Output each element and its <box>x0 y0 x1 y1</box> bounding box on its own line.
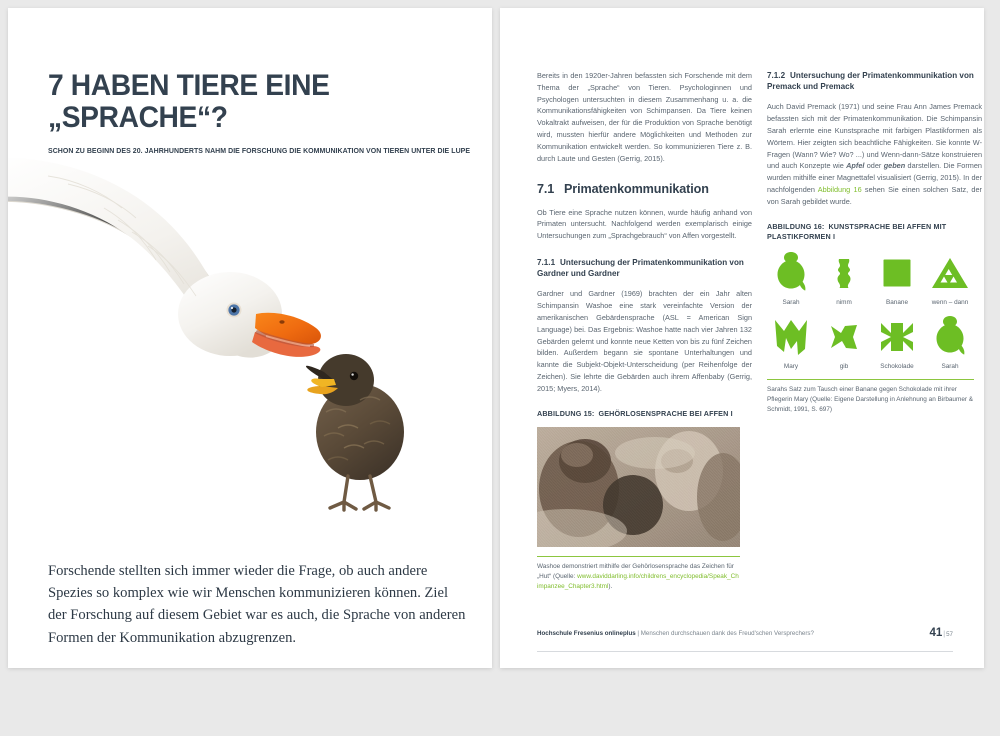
gib-bowtie-icon <box>820 314 868 360</box>
figure-16-number: ABBILDUNG 16: <box>767 221 825 231</box>
figure-16-caption: Sarahs Satz zum Tausch einer Banane gegen Schokolade mit ihrer Pflegerin Mary (Quelle: Eigene Darstellung in Anlehnung an Birbaumer & Schmidt, 1991, S. 697) <box>767 386 974 413</box>
shape-label-sarah-2: Sarah <box>941 363 959 371</box>
premack-mid1: oder <box>864 161 884 171</box>
shape-label-mary: Mary <box>783 363 799 371</box>
shape-row-2 <box>767 314 974 370</box>
page-title: 7 HABEN TIERE EINE „SPRACHE“? <box>48 69 330 135</box>
shape-cell-schokolade <box>873 314 921 370</box>
emphasis-apfel: Apfel <box>846 161 865 171</box>
text-column-left <box>537 70 752 592</box>
footer-separator: | <box>637 630 640 637</box>
subsection-title-2: Untersuchung der Primatenkommunikation von Premack und Premack <box>767 71 974 92</box>
page-footer <box>537 627 953 646</box>
shape-cell-banane <box>873 250 921 306</box>
footer-page-indicator <box>929 627 953 639</box>
subsection-title: Untersuchung der Primatenkommunikation von Gardner und Gardner <box>537 257 744 279</box>
subsection-paragraph: Gardner und Gardner (1969) brachten der ein Jahr alten Schimpansin Washoe eine stark vereinfachte Version der amerikanischen Gebärdensprache (ASL = American Sign Language) bei. Das Ergebnis: Washoe hatte nach vier Jahren 132 Gebärden gelernt und konnte neue Ketten von bis zu fünf Zeichen bilden. Außerdem begann sie spontane Unterhaltungen und kannte die Subjekt-Objekt-Unterscheidung (per Reihenfolge der Zeichen). Sie lehrte die Gebärden auch ihrem Affenbaby (Gerrig, 2015; Myers, 2014). <box>537 289 752 393</box>
figure-16-caption-box <box>767 379 974 415</box>
subsection-heading-7-1-2 <box>767 70 982 92</box>
footer-doc-title: Menschen durchschauen dank des Freud'schen Versprechers? <box>640 630 814 637</box>
shape-cell-mary <box>767 314 815 370</box>
subsection-number: 7.1.1 <box>537 257 556 267</box>
figure-16-shapes <box>767 250 974 370</box>
shape-label-schokolade: Schokolade <box>880 363 914 371</box>
premack-part2: sehen Sie einen solchen Satz, der von Sarah gebildet wurde. <box>767 185 982 206</box>
fledgling-legs <box>330 476 389 510</box>
shape-label-gib: gib <box>839 363 849 371</box>
figure-15-number: ABBILDUNG 15: <box>537 408 595 418</box>
figure-15-photo <box>537 427 740 547</box>
subsection-number-2: 7.1.2 <box>767 71 786 80</box>
wenn-dann-triangle-icon <box>926 250 974 296</box>
lead-paragraph <box>48 560 466 649</box>
banane-square-icon <box>873 250 921 296</box>
figure-16-title: KUNSTSPRACHE BEI AFFEN MIT PLASTIKFORMEN I <box>767 221 947 241</box>
figure-15-caption <box>537 562 740 592</box>
left-page <box>8 8 492 668</box>
goose-nostril <box>279 320 284 323</box>
shape-cell-gib <box>820 314 868 370</box>
hero-image-goose-and-fledgling <box>8 136 428 536</box>
subsection-heading-7-1-1 <box>537 257 752 279</box>
lead-paragraph-text: Forschende stellten sich immer wieder die Frage, ob auch andere Spezies so komplex wie wir Menschen kommunizieren können. Ziel der Forschung auf diesem Gebiet war es auch, die Sprache von anderen Formen der Kommunikation abzugrenzen. <box>48 563 466 646</box>
premack-part1: Auch David Premack (1971) und seine Frau Ann James Premack befassten sich mit der Primatenkommunikation. Die Schimpansin Sarah erlernte eine Kunstsprache mit farbigen Plastikformen als Wörtern. Hier zeigten sich beachtliche Fähigkeiten. Sie konnte W-Fragen (Wann? Wie? Wo? ...) und Wenn-dann-Sätze konstruieren und auch Konzepte wie <box>767 102 982 171</box>
figure-15-title: GEHÖRLOSENSPRACHE BEI AFFEN I <box>598 408 733 418</box>
shape-cell-wenn-dann <box>926 250 974 306</box>
nimm-hourglass-icon <box>820 250 868 296</box>
figure-15-caption-box <box>537 556 740 592</box>
goose-eye-glint <box>231 307 233 309</box>
shape-label-sarah-1: Sarah <box>782 299 800 307</box>
shape-cell-sarah-2 <box>926 314 974 370</box>
text-column-right <box>767 70 982 415</box>
section-heading-7-1 <box>537 182 752 196</box>
emphasis-geben: geben <box>883 161 906 171</box>
figure-15-caption-prefix: Washoe demonstriert mithilfe der Gehörlosensprache das Zeichen für „Hut“ (Quelle: <box>537 562 734 580</box>
footer-page-separator: | <box>943 631 946 638</box>
figure-15-label <box>537 409 752 419</box>
figure-15-caption-suffix: ). <box>608 582 613 590</box>
shape-label-nimm: nimm <box>836 299 852 307</box>
footer-brand: Hochschule Fresenius onlineplus <box>537 630 636 637</box>
figure-15-source-link[interactable]: www.daviddarling.info/childrens_encyclopedia/Speak_Chimpanzee_Chapter3.html <box>537 572 739 590</box>
footer-page-number: 41 <box>929 627 943 639</box>
section-number: 7.1 <box>537 181 555 196</box>
photo-grain-overlay <box>537 427 740 547</box>
section-title: Primatenkommunikation <box>564 181 709 196</box>
premack-paragraph <box>767 101 982 207</box>
footer-divider <box>537 651 953 652</box>
sarah-bulb-icon-2 <box>926 314 974 360</box>
shape-label-banane: Banane <box>885 299 909 307</box>
schokolade-star-icon <box>873 314 921 360</box>
shape-cell-sarah-1 <box>767 250 815 306</box>
page-subtitle: SCHON ZU BEGINN DES 20. JAHRHUNDERTS NAHM DIE FORSCHUNG DIE KOMMUNIKATION VON TIEREN UNTER DIE LUPE <box>48 145 471 155</box>
shape-row-1 <box>767 250 974 306</box>
right-page <box>500 8 984 668</box>
figure-16-label <box>767 222 982 242</box>
fledgling-eye-glint <box>351 373 353 375</box>
mary-crown-icon <box>767 314 815 360</box>
cross-reference-abbildung-16[interactable]: Abbildung 16 <box>817 185 862 194</box>
intro-paragraph: Bereits in den 1920er-Jahren befassten sich Forschende mit dem Thema der „Sprache“ von Tieren. Psychologinnen und Psychologen untersuchten in diesem Zusammenhang u. a. die Kommunikationsfähigkeiten von Schimpansen. Da Tiere keinen Vokaltrakt aufweisen, der für die Produktion von Sprache benötigt wird, mussten hierfür andere Möglichkeiten und Methoden zur Kommunikation entwickelt werden. So kommunizieren Tiere z. B. durch Laute und Gesten (Gerrig, 2015). <box>537 71 752 163</box>
shape-label-wenn-dann: wenn – dann <box>931 299 969 307</box>
footer-page-total: 57 <box>946 631 953 638</box>
shape-cell-nimm <box>820 250 868 306</box>
sarah-bulb-icon <box>767 250 815 296</box>
premack-mid2: darstellen. Die Formen wurden mithilfe einer Magnettafel visualisiert (Gerrig, 2015). In der nachfolgenden <box>767 161 982 194</box>
fledgling-eye <box>350 372 358 380</box>
section-paragraph: Ob Tiere eine Sprache nutzen können, wurde häufig anhand von Primaten untersucht. Nachfolgend werden exemplarisch einige Untersuchungen zum „Sprachgebrauch“ von Affen vorgestellt. <box>537 207 752 241</box>
footer-text <box>537 630 814 637</box>
